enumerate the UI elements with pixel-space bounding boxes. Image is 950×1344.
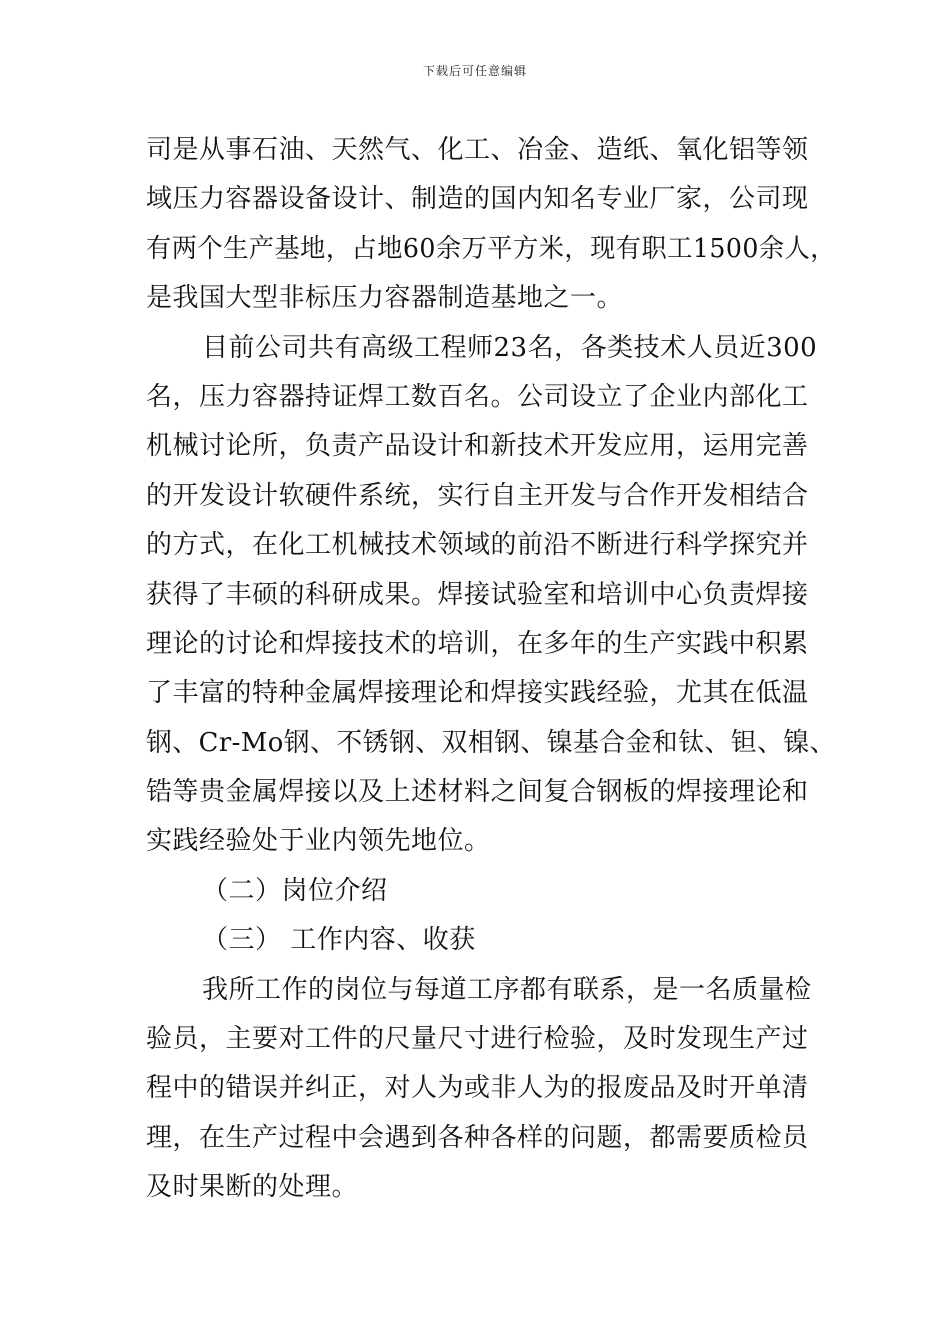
section-heading-3: （三） 工作内容、收获 xyxy=(202,925,476,956)
paragraph-start-line: 目前公司共有高级工程师23名，各类技术人员近300 xyxy=(202,332,818,363)
text-line: 了丰富的特种金属焊接理论和焊接实践经验，尤其在低温 xyxy=(146,678,809,709)
text-line: 的方式，在化工机械技术领域的前沿不断进行科学探究并 xyxy=(146,530,809,561)
text-line: 理论的讨论和焊接技术的培训，在多年的生产实践中积累 xyxy=(146,628,809,659)
text-line: 钢、Cr-Mo钢、不锈钢、双相钢、镍基合金和钛、钽、镍、 xyxy=(146,727,836,758)
document-body xyxy=(146,126,836,1213)
text-line: 理，在生产过程中会遇到各种各样的问题，都需要质检员 xyxy=(146,1122,809,1153)
text-line: 是我国大型非标压力容器制造基地之一。 xyxy=(146,283,624,314)
text-line: 名，压力容器持证焊工数百名。公司设立了企业内部化工 xyxy=(146,381,809,412)
text-line: 及时果断的处理。 xyxy=(146,1172,359,1203)
text-line: 获得了丰硕的科研成果。焊接试验室和培训中心负责焊接 xyxy=(146,579,809,610)
paragraph-start-line: 我所工作的岗位与每道工序都有联系，是一名质量检 xyxy=(202,974,812,1005)
text-line: 验员，主要对工件的尺量尺寸进行检验，及时发现生产过 xyxy=(146,1024,809,1055)
text-line: 有两个生产基地，占地60余万平方米，现有职工1500余人， xyxy=(146,233,836,264)
text-line: 司是从事石油、天然气、化工、冶金、造纸、氧化铝等领 xyxy=(146,135,809,165)
text-line: 机械讨论所，负责产品设计和新技术开发应用，运用完善 xyxy=(146,431,809,462)
text-line: 锆等贵金属焊接以及上述材料之间复合钢板的焊接理论和 xyxy=(146,777,809,808)
text-line: 域压力容器设备设计、制造的国内知名专业厂家，公司现 xyxy=(146,184,809,215)
section-heading-2: （二）岗位介绍 xyxy=(202,875,388,906)
text-line: 程中的错误并纠正，对人为或非人为的报废品及时开单清 xyxy=(146,1073,809,1104)
text-line: 的开发设计软硬件系统，实行自主开发与合作开发相结合 xyxy=(146,480,809,511)
page-header: 下载后可任意编辑 xyxy=(422,64,527,78)
text-line: 实践经验处于业内领先地位。 xyxy=(146,826,491,857)
